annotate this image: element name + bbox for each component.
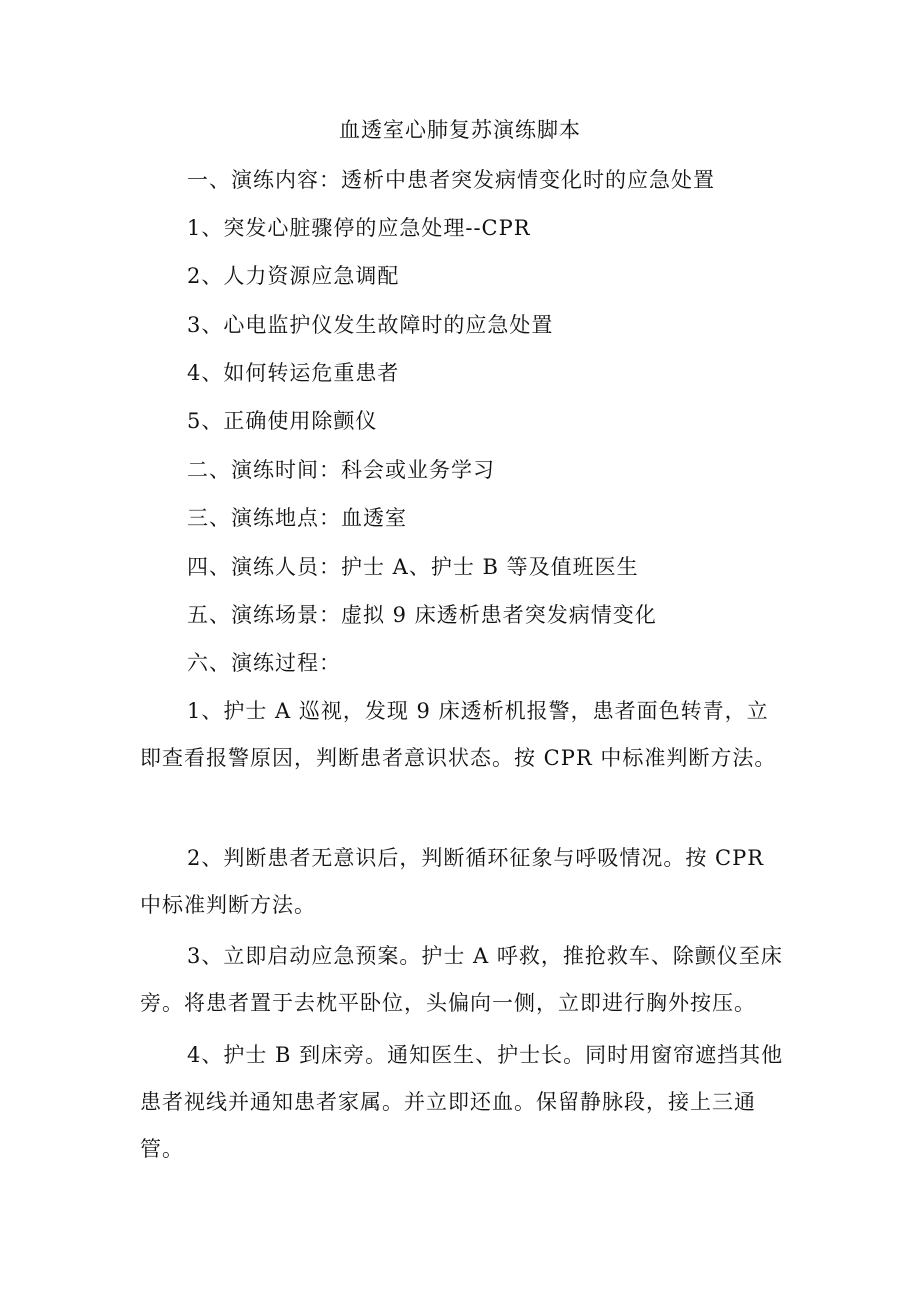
process-step-3: 3、立即启动应急预案。护士 A 呼救，推抢救车、除颤仪至床旁。将患者置于去枕平卧位，头偏向一侧，立即进行胸外按压。 (140, 944, 783, 1015)
content-item-2: 2、人力资源应急调配 (187, 264, 400, 288)
process-step-4: 4、护士 B 到床旁。通知医生、护士长。同时用窗帘遮挡其他患者视线并通知患者家属。并立即还血。保留静脉段，接上三通管。 (140, 1043, 784, 1161)
section-content-heading: 一、演练内容：透析中患者突发病情变化时的应急处置 (187, 168, 715, 192)
document-title: 血透室心肺复苏演练脚本 (339, 118, 581, 142)
section-personnel: 四、演练人员：护士 A、护士 B 等及值班医生 (187, 555, 639, 579)
section-time: 二、演练时间：科会或业务学习 (187, 458, 495, 482)
section-location: 三、演练地点：血透室 (187, 506, 407, 530)
section-scenario: 五、演练场景：虚拟 9 床透析患者突发病情变化 (187, 603, 657, 627)
section-process-heading: 六、演练过程： (187, 651, 341, 675)
process-step-1: 1、护士 A 巡视，发现 9 床透析机报警，患者面色转青，立即查看报警原因，判断患者意识状态。按 CPR 中标准判断方法。 (140, 699, 777, 770)
content-item-5: 5、正确使用除颤仪 (187, 409, 378, 433)
content-item-1: 1、突发心脏骤停的应急处理--CPR (187, 216, 531, 240)
process-step-2: 2、判断患者无意识后，判断循环征象与呼吸情况。按 CPR 中标准判断方法。 (140, 846, 765, 917)
content-item-3: 3、心电监护仪发生故障时的应急处置 (187, 313, 554, 337)
content-item-4: 4、如何转运危重患者 (187, 361, 400, 385)
